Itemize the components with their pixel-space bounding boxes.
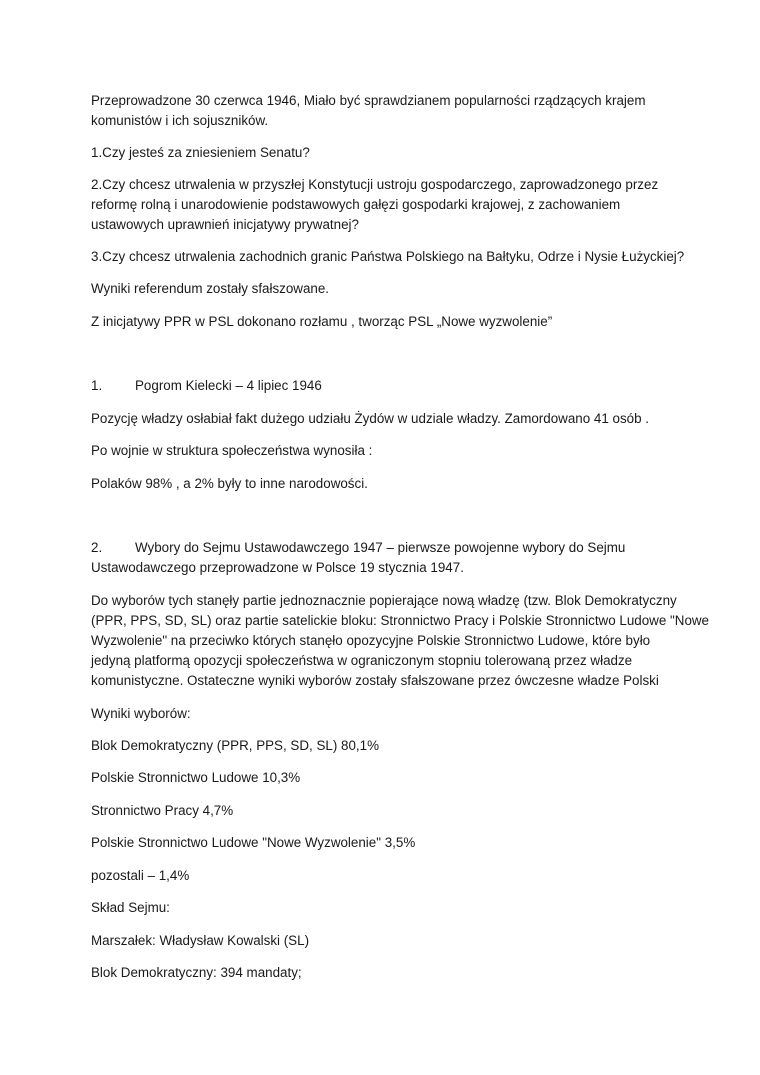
text-line: Przeprowadzone 30 czerwca 1946, Miało być sprawdzianem popularności rządzących krajem xyxy=(91,93,646,108)
pogrom-paragraph-1 xyxy=(91,409,681,429)
heading-text: Wybory do Sejmu Ustawodawczego 1947 – pierwsze powojenne wybory do Sejmu xyxy=(135,540,626,555)
marshal-line xyxy=(91,931,681,951)
text-line: Stronnictwo Pracy 4,7% xyxy=(91,803,234,818)
elections-body xyxy=(91,591,710,691)
text-line: pozostali – 1,4% xyxy=(91,868,190,883)
text-line: 2.Czy chcesz utrwalenia w przyszłej Konstytucji ustroju gospodarczego, zaprowadzonego przez xyxy=(91,177,659,192)
text-line: Do wyborów tych stanęły partie jednoznacznie popierające nową władzę (tzw. Blok Demokratyczny xyxy=(91,593,677,608)
text-line: 3.Czy chcesz utrwalenia zachodnich granic Państwa Polskiego na Bałtyku, Odrze i Nysie Łużyckiej? xyxy=(91,249,685,264)
text-line: Pozycję władzy osłabiał fakt dużego udziału Żydów w udziale władzy. Zamordowano 41 osób . xyxy=(91,411,649,426)
falsified-note xyxy=(91,279,681,299)
text-line: Blok Demokratyczny: 394 mandaty; xyxy=(91,965,302,980)
elections-heading xyxy=(91,538,681,578)
bloc-seats-line xyxy=(91,963,681,983)
list-number: 2. xyxy=(91,540,103,555)
text-line: Marszałek: Władysław Kowalski (SL) xyxy=(91,933,310,948)
pogrom-heading xyxy=(91,376,681,396)
text-line: Wyniki wyborów: xyxy=(91,706,191,721)
result-item xyxy=(91,736,681,756)
intro-paragraph xyxy=(91,91,681,131)
result-item xyxy=(91,801,681,821)
pogrom-paragraph-3 xyxy=(91,474,681,494)
result-item xyxy=(91,768,681,788)
text-line: komunistyczne. Ostateczne wyniki wyborów zostały sfałszowane przez ówczesne władze Polski xyxy=(91,673,659,688)
question-2 xyxy=(91,175,681,235)
sejm-label xyxy=(91,898,681,918)
split-note xyxy=(91,312,681,332)
text-line: Wyzwolenie" na przeciwko których stanęło opozycyjne Polskie Stronnictwo Ludowe, które było xyxy=(91,633,651,648)
text-line: Wyniki referendum zostały sfałszowane. xyxy=(91,281,330,296)
text-line: reformę rolną i unarodowienie podstawowych gałęzi gospodarki krajowej, z zachowaniem xyxy=(91,197,621,212)
text-line: 1.Czy jesteś za zniesieniem Senatu? xyxy=(91,145,310,160)
text-line: Z inicjatywy PPR w PSL dokonano rozłamu , tworząc PSL „Nowe wyzwolenie” xyxy=(91,314,553,329)
heading-text: Pogrom Kielecki – 4 lipiec 1946 xyxy=(135,378,322,393)
results-label xyxy=(91,704,681,724)
result-item xyxy=(91,866,681,886)
text-line: (PPR, PPS, SD, SL) oraz partie satelickie bloku: Stronnictwo Pracy i Polskie Stronnictwo Ludowe "Nowe xyxy=(91,613,710,628)
question-1 xyxy=(91,143,681,163)
text-line: komunistów i ich sojuszników. xyxy=(91,113,269,128)
question-3 xyxy=(91,247,685,267)
text-line: Polskie Stronnictwo Ludowe 10,3% xyxy=(91,770,301,785)
text-line: Po wojnie w struktura społeczeństwa wynosiła : xyxy=(91,443,373,458)
text-line: Ustawodawczego przeprowadzone w Polsce 19 stycznia 1947. xyxy=(91,560,464,575)
text-line: Skład Sejmu: xyxy=(91,900,170,915)
pogrom-paragraph-2 xyxy=(91,441,681,461)
result-item xyxy=(91,833,681,853)
text-line: Blok Demokratyczny (PPR, PPS, SD, SL) 80,1% xyxy=(91,738,379,753)
text-line: Polaków 98% , a 2% były to inne narodowości. xyxy=(91,476,368,491)
list-number: 1. xyxy=(91,378,103,393)
text-line: ustawowych uprawnień inicjatywy prywatnej? xyxy=(91,217,359,232)
text-line: Polskie Stronnictwo Ludowe "Nowe Wyzwolenie" 3,5% xyxy=(91,835,416,850)
text-line: jedyną platformą opozycji społeczeństwa w ograniczonym stopniu tolerowaną przez władze xyxy=(91,653,633,668)
